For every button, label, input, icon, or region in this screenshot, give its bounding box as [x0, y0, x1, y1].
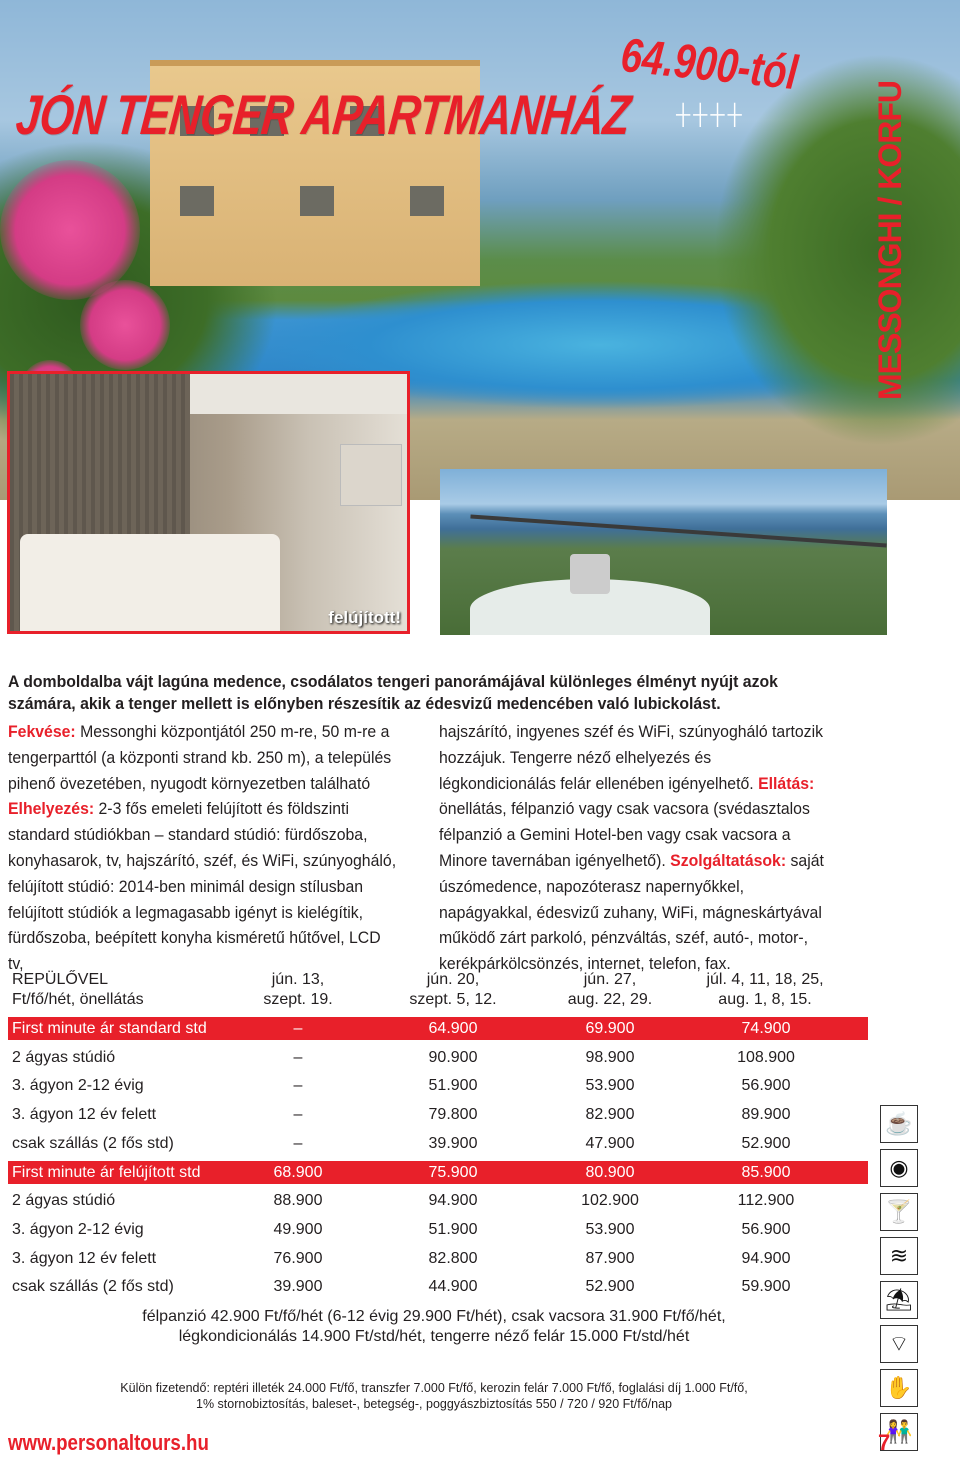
row-label: csak szállás (2 fős std) [12, 1134, 174, 1152]
price-cell: 56.900 [741, 1220, 791, 1238]
terrace-photo [440, 469, 887, 635]
extras-note-line-1: félpanzió 42.900 Ft/fő/hét (6-12 évig 29.900 Ft/hét), csak vacsora 31.900 Ft/fő/hét, [142, 1308, 726, 1325]
price-cell: 39.900 [428, 1134, 478, 1152]
price-cell: 94.900 [741, 1249, 791, 1267]
website-link[interactable]: www.personaltours.hu [8, 1430, 209, 1455]
table-row [8, 1161, 868, 1184]
price-cell: 82.900 [585, 1106, 635, 1124]
price-cell: 112.900 [737, 1192, 795, 1210]
price-cell: 39.900 [273, 1278, 323, 1296]
breakfast-cup-icon: ☕ [880, 1105, 918, 1143]
date-column-4: júl. 4, 11, 18, 25, aug. 1, 8, 15. [706, 971, 824, 1008]
description-right-column [439, 719, 830, 977]
hand-icon: ✋ [880, 1369, 918, 1407]
price-cell: 89.900 [741, 1106, 791, 1124]
price-cell: 69.900 [585, 1020, 635, 1037]
date-column-2: jún. 20, szept. 5, 12. [409, 971, 497, 1008]
table-header-label: REPÜLŐVEL Ft/fő/hét, önellátás [12, 971, 144, 1008]
price-cell: 68.900 [273, 1163, 323, 1181]
price-cell: 51.900 [428, 1077, 478, 1095]
cocktail-bar-icon: 🍸 [880, 1193, 918, 1231]
price-cell: 85.900 [741, 1163, 791, 1181]
price-cell: 102.900 [581, 1192, 639, 1210]
dining-plate-icon: ◉ [880, 1149, 918, 1187]
row-label: 3. ágyon 2-12 évig [12, 1077, 144, 1095]
price-cell: 75.900 [428, 1163, 478, 1181]
price-cell: 74.900 [741, 1020, 791, 1037]
table-row [8, 1017, 868, 1040]
price-cell: 56.900 [741, 1077, 791, 1095]
hero-photo: JÓN TENGER APARTMANHÁZ ┼┼┼┼ 64.900-tól MESSONGHI / KORFU [0, 0, 960, 500]
price-cell: 94.900 [428, 1192, 478, 1210]
location-text: Messonghi központjától 250 m-re, 50 m-re a tengerparttól (a központi strand kb. 250 m), a település pihenő övezetében, nyugodt környezetben található [8, 722, 392, 793]
price-cell: 44.900 [428, 1278, 478, 1296]
price-cell: – [293, 1077, 303, 1095]
price-cell: 76.900 [273, 1249, 323, 1267]
price-cell: 87.900 [585, 1249, 635, 1267]
date-column-3: jún. 27, aug. 22, 29. [567, 971, 653, 1008]
price-cell: 82.800 [428, 1249, 478, 1267]
price-cell: 52.900 [741, 1134, 791, 1152]
price-cell: 80.900 [585, 1163, 635, 1181]
fees-line-2: 1% stornobiztosítás, baleset-, betegség-, poggyászbiztosítás 550 / 720 / 920 Ft/fő/nap [196, 1397, 672, 1411]
price-cell: 47.900 [585, 1134, 635, 1152]
renovated-label: felújított! [328, 608, 401, 627]
facility-icons [880, 1105, 918, 1457]
page-number: 7 [878, 1430, 891, 1455]
row-label: 2 ágyas stúdió [12, 1048, 116, 1066]
services-heading: Szolgáltatások: [670, 850, 787, 870]
accommodation-heading: Elhelyezés: [8, 799, 95, 819]
price-cell: 79.800 [428, 1106, 478, 1124]
table-row [8, 1074, 868, 1097]
children-icon: 👫 [880, 1413, 918, 1451]
price-cell: 88.900 [273, 1192, 323, 1210]
table-row [8, 1132, 868, 1155]
table-row [8, 1103, 868, 1126]
intro-text: A domboldalba vájt lagúna medence, csodálatos tengeri panorámájával különleges élményt nyújt azok számára, akik a tenger mellett is előnyben részesítik az édesvizű medencében való lubickolást. [8, 672, 778, 713]
row-label: csak szállás (2 fős std) [12, 1278, 174, 1296]
bed [20, 534, 280, 634]
amenities-text: hajszárító, ingyenes széf és WiFi, szúnyogháló tartozik hozzájuk. Tengerre néző elhelyezés és légkondicionálás felár ellenében igényelhető. [439, 722, 824, 793]
price-cell: 51.900 [428, 1220, 478, 1238]
row-label: 3. ágyon 12 év felett [12, 1249, 157, 1267]
row-label: 2 ágyas stúdió [12, 1192, 116, 1210]
row-label: First minute ár felújított std [12, 1163, 201, 1181]
price-cell: 49.900 [273, 1220, 323, 1238]
price-cell: 64.900 [428, 1020, 478, 1037]
row-label: 3. ágyon 12 év felett [12, 1106, 157, 1124]
price-cell: 98.900 [585, 1048, 635, 1066]
board-text: önellátás, félpanzió vagy csak vacsora (svédasztalos félpanzió a Gemini Hotel-ben vagy csak vacsora a Minore tavernában igényelhető). [439, 799, 810, 870]
extras-note-line-2: légkondicionálás 14.900 Ft/std/hét, tengerre néző felár 15.000 Ft/std/hét [178, 1328, 690, 1345]
table-row [8, 1046, 868, 1069]
price-from: 64.900-tól [618, 28, 801, 101]
price-cell: – [293, 1048, 303, 1066]
price-cell: 59.900 [741, 1278, 791, 1296]
services-text: saját úszómedence, napozóterasz napernyőkkel, napágyakkal, édesvizű zuhany, WiFi, mágneskártyával működő zárt parkoló, pénzváltás, széf, autó-, motor-, kerékpárkölcsönzés, internet, telefon, fax. [439, 850, 824, 974]
price-cell: 53.900 [585, 1220, 635, 1238]
room-photo [7, 371, 410, 634]
table-row [8, 1247, 868, 1270]
price-cell: – [293, 1106, 303, 1124]
date-column-1: jún. 13, szept. 19. [263, 971, 333, 1008]
row-label: 3. ágyon 2-12 évig [12, 1220, 144, 1238]
price-cell: – [293, 1134, 303, 1152]
price-cell: – [293, 1020, 303, 1037]
fees-line-1: Külön fizetendő: reptéri illeték 24.000 Ft/fő, transzfer 7.000 Ft/fő, kerozin felár 7.000 Ft/fő, foglalási díj 1.000 Ft/fő, [120, 1381, 748, 1395]
swimming-pool-icon: ≋ [880, 1237, 918, 1275]
description-left-column [8, 719, 399, 977]
board-heading: Ellátás: [758, 773, 815, 793]
table-row [8, 1218, 868, 1241]
beach-umbrella-icon: ⛱ [880, 1281, 918, 1319]
wifi-icon: ⌔ [880, 1325, 918, 1363]
price-cell: 108.900 [737, 1048, 795, 1066]
price-cell: 90.900 [428, 1048, 478, 1066]
location-heading: Fekvése: [8, 722, 76, 741]
hotel-title: JÓN TENGER APARTMANHÁZ [13, 83, 633, 146]
price-cell: 53.900 [585, 1077, 635, 1095]
price-cell: 52.900 [585, 1278, 635, 1296]
table-row [8, 1275, 868, 1298]
table-row [8, 1189, 868, 1212]
row-label: First minute ár standard std [12, 1020, 207, 1037]
star-rating: ┼┼┼┼ [676, 104, 745, 126]
accommodation-text: 2-3 fős emeleti felújított és földszinti standard stúdiókban – standard stúdió: fürdőszoba, konyhasarok, tv, hajszárító, széf, és WiFi, szúnyogháló, felújított stúdió: 2014-ben minimál design stílusban felújított stúdiók a legmagasabb igényt is kielégítik, fürdőszoba, beépített konyha kisméretű hűtővel, LCD tv, [8, 799, 397, 974]
